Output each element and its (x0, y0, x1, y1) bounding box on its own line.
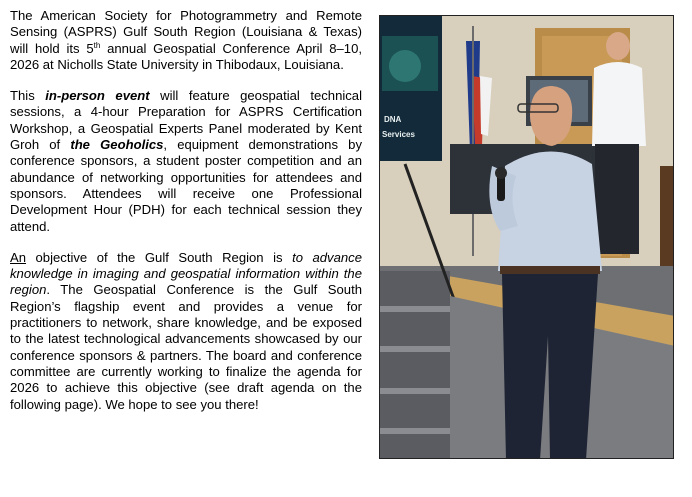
presenter-shirt (592, 62, 646, 146)
conference-photo (379, 15, 674, 459)
objective-underlined-word: An (10, 249, 27, 265)
in-person-emphasis: in-person event (45, 88, 150, 104)
presenter-pants (595, 144, 639, 254)
stair-edge-2 (380, 346, 450, 352)
event-text-end: , equipment demonstrations by conference sponsors, a student poster competition and an abundance of networking opportunities for attendees and sponsors. Attendees will receive one Professional Development Hour (PDH) for each technical session they attend. (10, 137, 362, 234)
speaker-pants (502, 274, 598, 459)
paragraph-event (10, 88, 362, 235)
ordinal-suffix: th (93, 40, 101, 50)
presenter-head (606, 32, 630, 60)
objective-italic: to advance knowledge in imaging and geospatial information within the region (10, 249, 362, 298)
event-text: This (10, 88, 46, 104)
speaker-photo-illustration (380, 16, 674, 459)
objective-text: objective of the Gulf South Region is (26, 249, 293, 265)
chair (660, 166, 674, 276)
geoholics-emphasis: the Geoholics (70, 137, 164, 153)
article-text (10, 8, 362, 413)
belt (500, 266, 600, 274)
event-text-cont: will feature geospatial technical sessions, a 4-hour Preparation for ASPRS Certification Workshop, a Geospatial Experts Panel moderated by Kent Groh of (10, 88, 362, 153)
screen-text-1: DNA (384, 115, 402, 124)
paragraph-objective (10, 250, 362, 413)
stair-edge-3 (380, 388, 450, 394)
stair-edge-4 (380, 428, 450, 434)
paragraph-intro (10, 8, 362, 73)
microphone-head (495, 167, 507, 179)
intro-text-cont: annual Geospatial Conference April 8–10, 2026 at Nicholls State University in Thibodaux, Louisiana. (10, 40, 362, 72)
screen-text-2: Services (382, 130, 415, 139)
objective-text-end: . The Geospatial Conference is the Gulf South Region’s flagship event and provides a venue for practitioners to network, share knowledge, and be exposed to the latest technological advancements showcased by our conference sponsors & partners. The board and conference committee are currently working to finalize the agenda for 2026 to achieve this objective (see draft agenda on the following page). We hope to see you there! (10, 282, 362, 412)
stair-edge-1 (380, 306, 450, 312)
intro-text: The American Society for Photogrammetry and Remote Sensing (ASPRS) Gulf South Region (Louisiana & Texas) will hold its 5 (10, 8, 362, 56)
screen-glow (389, 50, 421, 82)
